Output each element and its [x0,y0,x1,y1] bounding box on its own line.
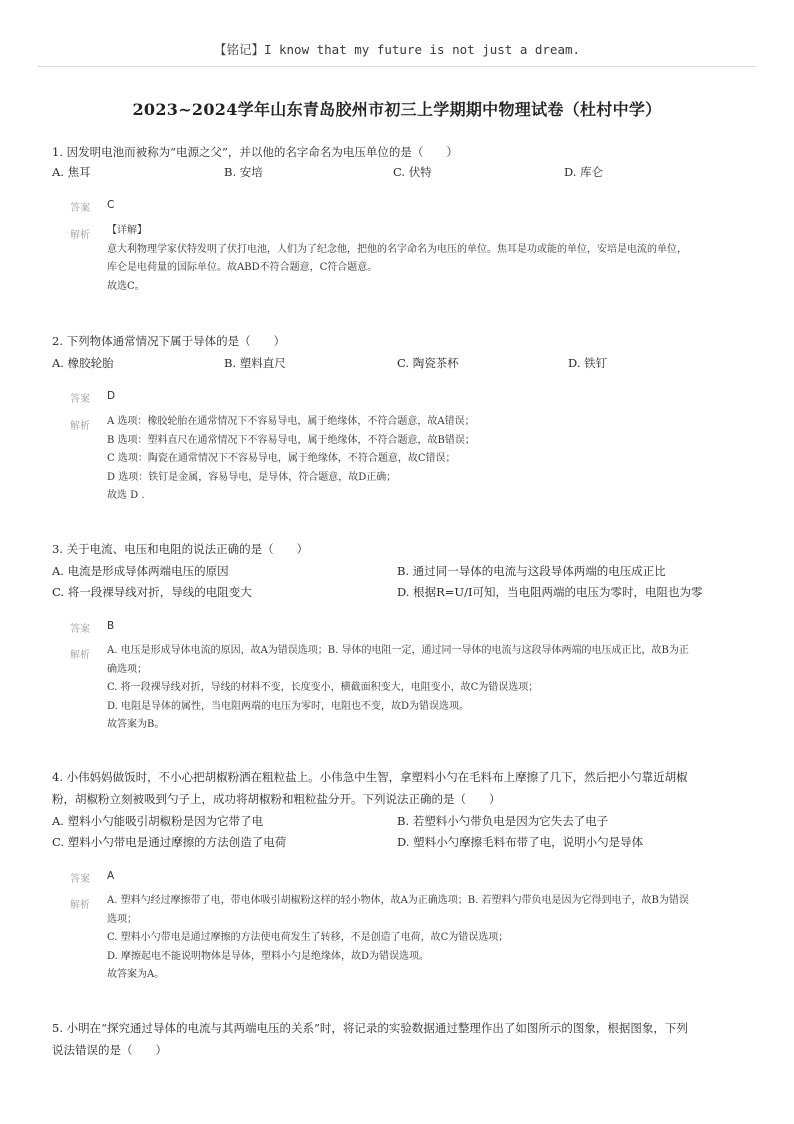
answer-label: 答案 [70,874,90,885]
explanation-line: D. 摩擦起电不能说明物体是导体，塑料小勺是绝缘体，故D为错误选项。 [107,950,430,962]
explanation-line: 【详解】 [107,225,147,236]
explanation-line: 故选 D . [107,490,145,501]
question-stem-line: 1. 因发明电池而被称为“电源之父”，并以他的名字命名为电压单位的是（ ） [52,145,458,159]
question-stem-line: 说法错误的是（ ） [52,1043,167,1057]
question-4-explanation [107,892,727,985]
option-c: C. 塑料小勺带电是通过摩擦的方法创造了电荷 [52,835,287,849]
page-title: 2023~2024学年山东青岛胶州市初三上学期期中物理试卷（杜村中学） [132,100,662,119]
explanation-line: D. 电阻是导体的属性，当电阻两端的电压为零时，电阻也不变，故D为错误选项。 [107,700,470,712]
option-b: B. 塑料直尺 [224,356,286,370]
question-3-options [52,584,752,604]
question-3-explanation [107,642,727,735]
explanation-line: 确选项； [107,663,147,675]
explanation-line: 故答案为A。 [107,969,165,980]
question-2-explanation [107,413,727,506]
option-c: C. 陶瓷茶杯 [397,356,459,370]
question-3-stem [52,538,752,560]
answer-label: 答案 [70,394,90,405]
explanation-line: A 选项：橡胶轮胎在通常情况下不容易导电，属于绝缘体，不符合题意，故A错误； [107,416,475,427]
option-d: D. 铁钉 [568,356,608,370]
analysis-label: 解析 [70,230,90,241]
question-1-options [52,164,752,184]
explanation-line: A. 电压是形成导体电流的原因，故A为错误选项；B. 导体的电阻一定，通过同一导体的电流与这段导体两端的电压成正比，故B为正 [107,645,689,656]
option-c: C. 伏特 [393,165,432,179]
option-d: D. 根据R=U/I可知，当电阻两端的电压为零时，电阻也为零 [397,585,703,599]
question-stem-line: 2. 下列物体通常情况下属于导体的是（ ） [52,334,286,348]
option-c: C. 将一段裸导线对折，导线的电阻变大 [52,585,252,599]
question-stem-line: 粉，胡椒粉立刻被吸到勺子上，成功将胡椒粉和粗粒盐分开。下列说法正确的是（ ） [52,792,501,806]
option-b: B. 安培 [224,165,263,179]
question-stem-line: 4. 小伟妈妈做饭时，不小心把胡椒粉洒在粗粒盐上。小伟急中生智，拿塑料小勺在毛料布上摩擦了几下，然后把小勺靠近胡椒 [52,770,688,784]
option-a: A. 塑料小勺能吸引胡椒粉是因为它带了电 [52,814,264,828]
question-4-answer: A [107,870,115,882]
question-stem-line: 3. 关于电流、电压和电阻的说法正确的是（ ） [52,542,309,556]
question-3-answer: B [107,620,115,632]
answer-label: 答案 [70,203,90,214]
explanation-line: A. 塑料勺经过摩擦带了电，带电体吸引胡椒粉这样的轻小物体，故A为正确选项；B. 若塑料勺带负电是因为它得到电子，故B为错误 [107,895,689,906]
explanation-line: 选项； [107,913,137,925]
question-4-stem [52,766,752,810]
explanation-line: 故答案为B。 [107,719,165,730]
analysis-label: 解析 [70,650,90,661]
analysis-label: 解析 [70,900,90,911]
motto-banner: 【铭记】I know that my future is not just a dream. [213,42,581,57]
explanation-line: 意大利物理学家伏特发明了伏打电池，人们为了纪念他，把他的名字命名为电压的单位。焦耳是功或能的单位，安培是电流的单位， [107,243,687,255]
question-2-options [52,355,752,375]
question-3-options [52,563,752,583]
option-b: B. 若塑料小勺带负电是因为它失去了电子 [397,814,609,828]
option-a: A. 焦耳 [52,165,91,179]
header-divider [38,66,756,67]
option-b: B. 通过同一导体的电流与这段导体两端的电压成正比 [397,564,666,578]
question-2-stem [52,330,752,352]
explanation-line: 库仑是电荷量的国际单位。故ABD不符合题意，C符合题意。 [107,262,378,273]
answer-label: 答案 [70,624,90,635]
question-4-options [52,834,752,854]
analysis-label: 解析 [70,421,90,432]
explanation-line: D 选项：铁钉是金属，容易导电，是导体，符合题意，故D正确； [107,471,397,483]
question-1-explanation [107,222,727,296]
question-1-answer: C [107,199,115,211]
question-4-options [52,813,752,833]
explanation-line: C. 将一段裸导线对折，导线的材料不变，长度变小，横截面积变大，电阻变小，故C为错误选项； [107,682,539,693]
question-2-answer: D [107,390,116,402]
option-a: A. 橡胶轮胎 [52,356,114,370]
question-5-stem [52,1017,752,1061]
question-stem-line: 5. 小明在“探究通过导体的电流与其两端电压的关系”时，将记录的实验数据通过整理作出了如图所示的图象，根据图象，下列 [52,1021,688,1035]
option-d: D. 库仑 [564,165,604,179]
option-d: D. 塑料小勺摩擦毛料布带了电，说明小勺是导体 [397,835,644,849]
explanation-line: B 选项：塑料直尺在通常情况下不容易导电，属于绝缘体，不符合题意，故B错误； [107,434,475,446]
explanation-line: C 选项：陶瓷在通常情况下不容易导电，属于绝缘体，不符合题意，故C错误； [107,453,456,464]
explanation-line: C. 塑料小勺带电是通过摩擦的方法使电荷发生了转移，不是创造了电荷，故C为错误选项； [107,932,509,943]
question-1-stem [52,141,752,163]
explanation-line: 故选C。 [107,280,145,292]
option-a: A. 电流是形成导体两端电压的原因 [52,564,229,578]
